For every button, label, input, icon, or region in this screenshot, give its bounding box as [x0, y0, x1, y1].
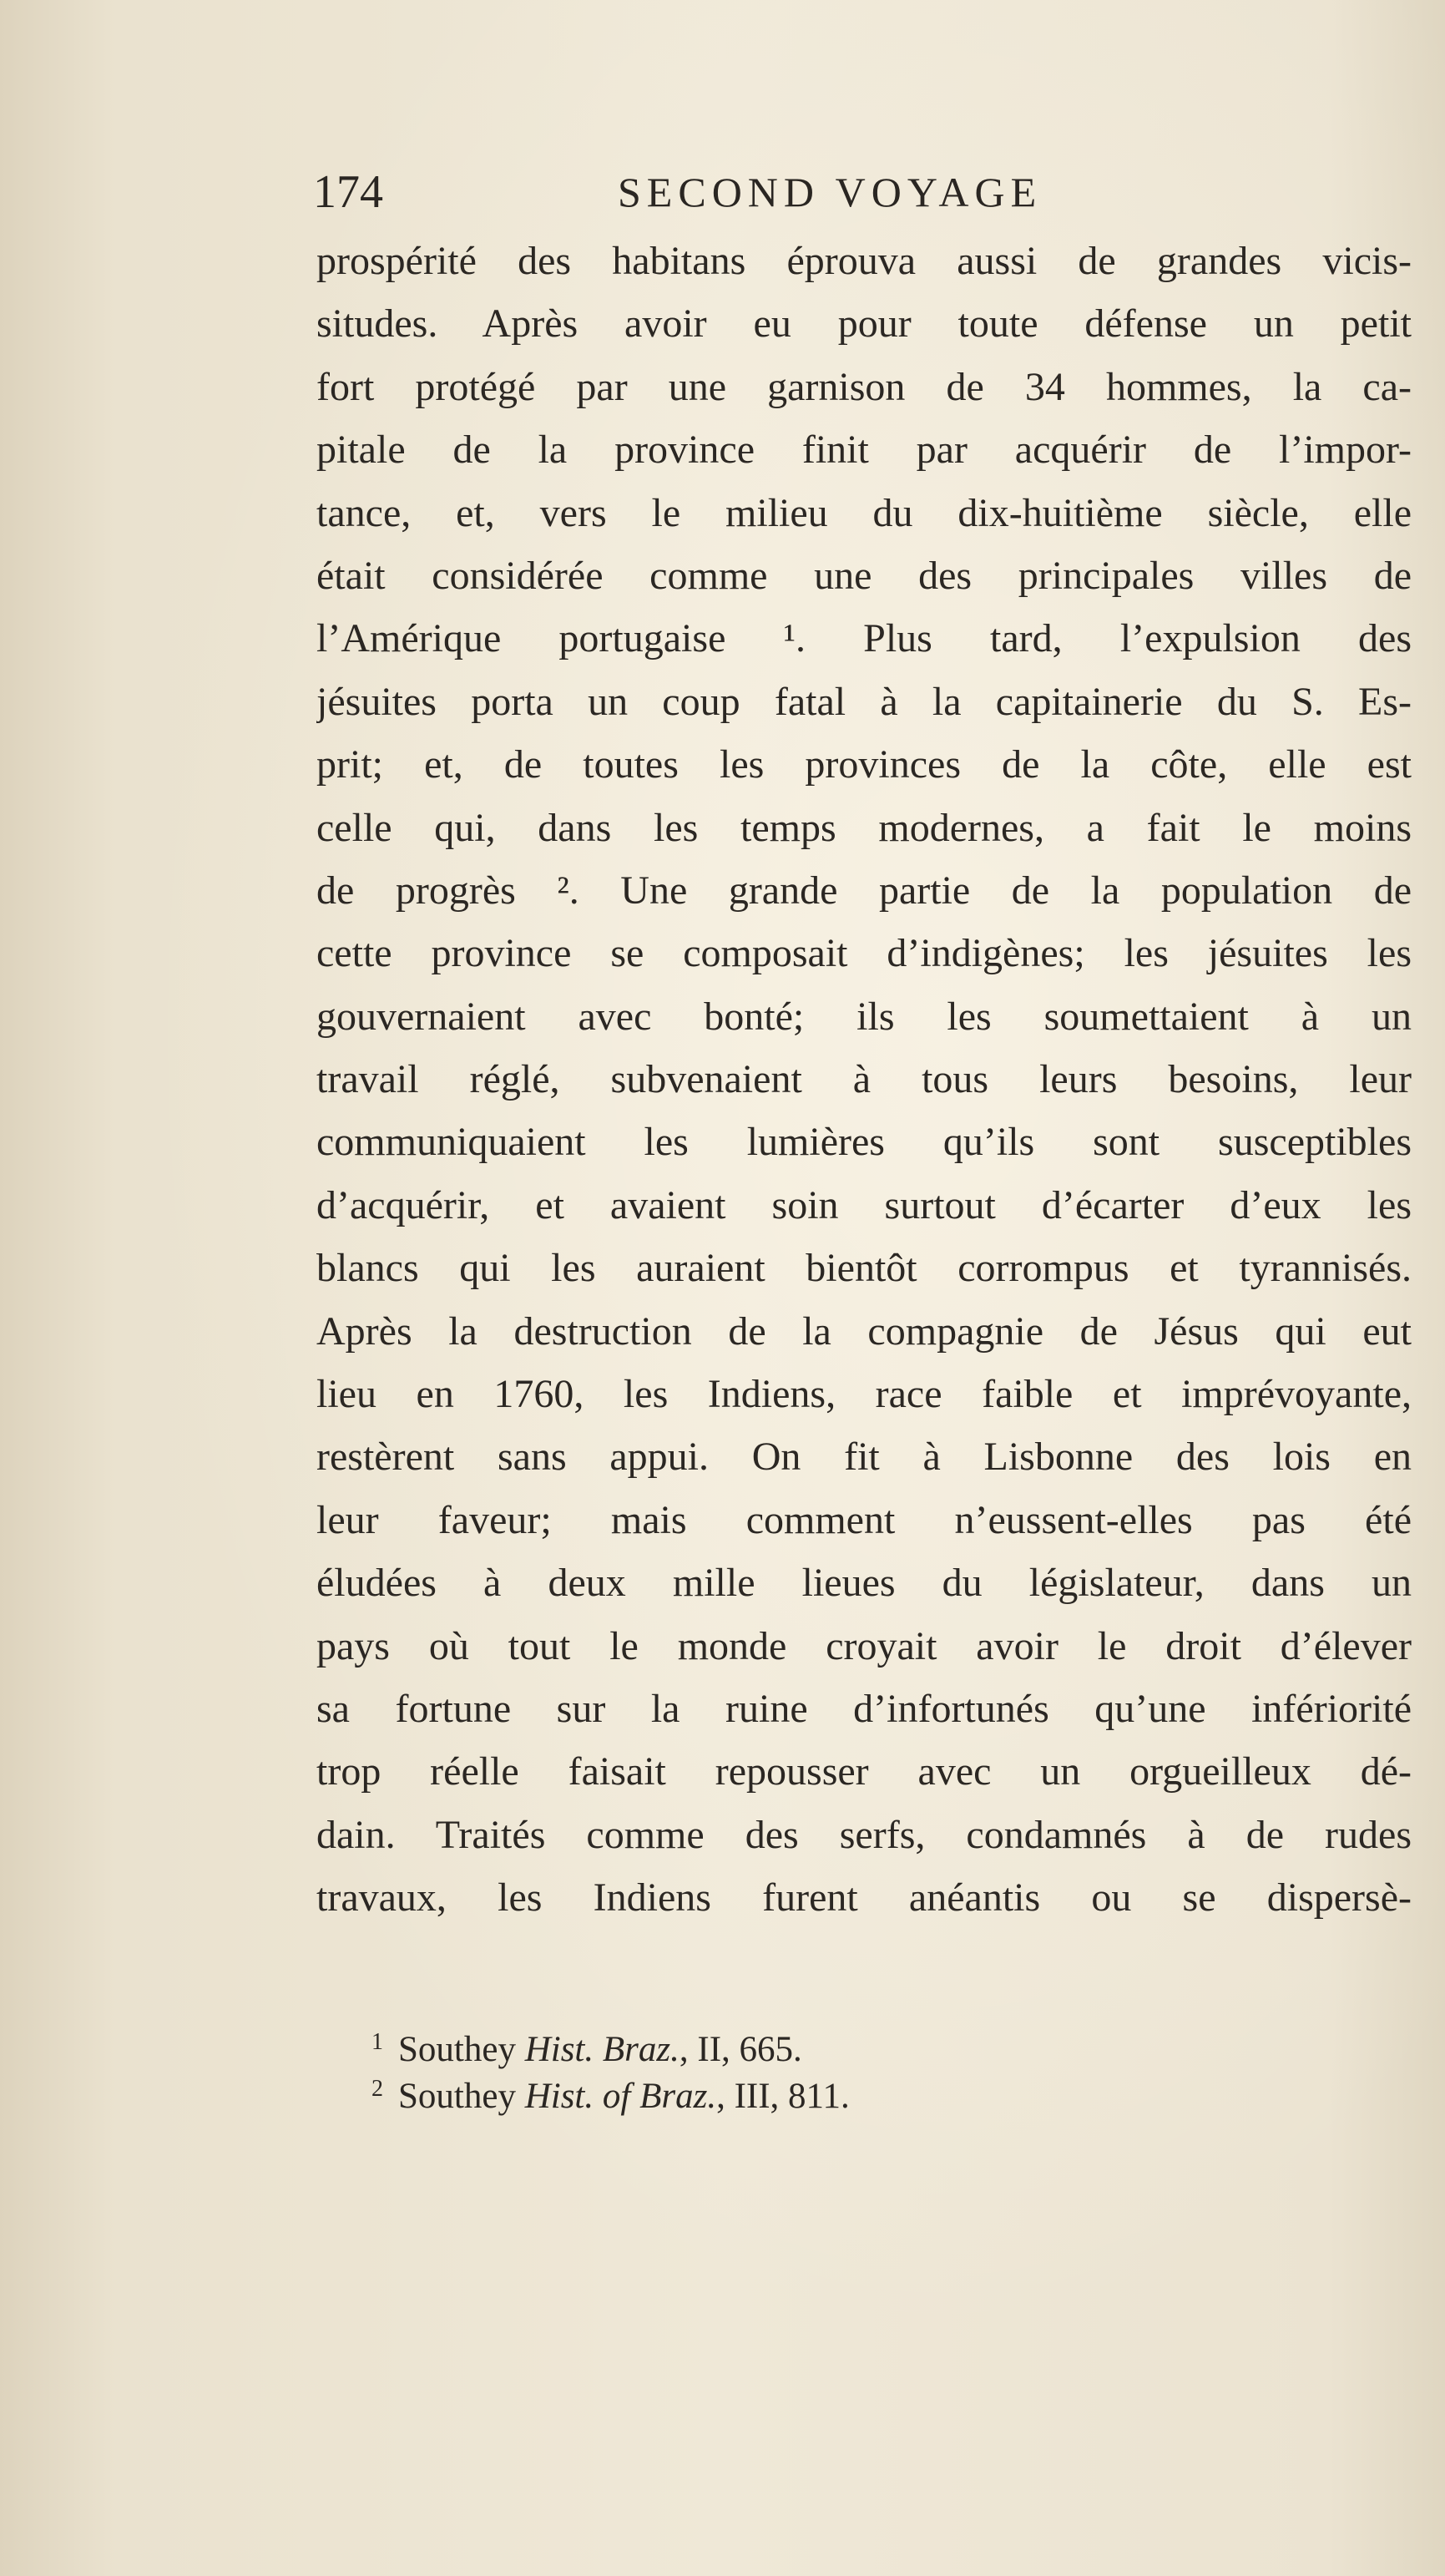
text-line: prospérité des habitans éprouva aussi de grandes vicis-: [316, 239, 1412, 283]
text-line: dain. Traités comme des serfs, condamnés à de rudes: [316, 1812, 1412, 1857]
text-line: fort protégé par une garnison de 34 hommes, la ca-: [316, 364, 1412, 409]
text-line: de progrès ². Une grande partie de la population de: [316, 868, 1412, 913]
footnote-work: Hist. of Braz.: [524, 2077, 717, 2116]
text-line: cette province se composait d’indigènes; les jésuites les: [316, 931, 1412, 976]
footnote-ref: , III, 811.: [716, 2077, 850, 2116]
footnote-mark: 2: [371, 2076, 383, 2102]
text-line: restèrent sans appui. On fit à Lisbonne des lois en: [316, 1435, 1412, 1480]
page-number: 174: [313, 166, 383, 218]
text-line: situdes. Après avoir eu pour toute défense un petit: [316, 301, 1412, 347]
footnote-mark: 1: [371, 2029, 383, 2055]
text-line: blancs qui les auraient bientôt corrompus et tyrannisés.: [316, 1246, 1412, 1291]
text-line: pays où tout le monde croyait avoir le droit d’élever: [316, 1623, 1412, 1668]
running-head: SECOND VOYAGE: [618, 169, 1043, 215]
text-line: lieu en 1760, les Indiens, race faible et imprévoyante,: [316, 1372, 1412, 1417]
text-line: pitale de la province finit par acquérir de l’impor-: [316, 428, 1412, 473]
text-line: Après la destruction de la compagnie de Jésus qui eut: [316, 1308, 1412, 1354]
footnote: [371, 2066, 1206, 2116]
footnotes: [371, 2019, 1206, 2116]
text-line: trop réelle faisait repousser avec un orgueilleux dé-: [316, 1749, 1412, 1794]
footnote-author: Southey: [398, 2077, 516, 2116]
page-header: [313, 163, 1148, 221]
body-text: [316, 230, 1412, 1930]
text-line: d’acquérir, et avaient soin surtout d’écarter d’eux les: [316, 1182, 1412, 1227]
text-line: travaux, les Indiens furent anéantis ou se dispersè-: [316, 1875, 1412, 1921]
text-line: celle qui, dans les temps modernes, a fait le moins: [316, 805, 1412, 850]
footnote-work: Hist. Braz.: [524, 2030, 680, 2069]
text-line: tance, et, vers le milieu du dix-huitième siècle, elle: [316, 490, 1412, 535]
text-line: prit; et, de toutes les provinces de la côte, elle est: [316, 742, 1412, 787]
text-line: leur faveur; mais comment n’eussent-elles pas été: [316, 1497, 1412, 1542]
text-line: était considérée comme une des principales villes de: [316, 553, 1412, 598]
footnote-author: Southey: [398, 2030, 516, 2069]
text-line: éludées à deux mille lieues du législateur, dans un: [316, 1561, 1412, 1606]
text-line: gouvernaient avec bonté; ils les soumettaient à un: [316, 994, 1412, 1039]
text-line: jésuites porta un coup fatal à la capitainerie du S. Es-: [316, 679, 1412, 724]
text-line: l’Amérique portugaise ¹. Plus tard, l’expulsion des: [316, 616, 1412, 661]
footnote: [371, 2019, 1206, 2069]
text-line: communiquaient les lumières qu’ils sont susceptibles: [316, 1120, 1412, 1165]
text-line: travail réglé, subvenaient à tous leurs besoins, leur: [316, 1057, 1412, 1102]
text-line: sa fortune sur la ruine d’infortunés qu’une infériorité: [316, 1686, 1412, 1731]
footnote-ref: , II, 665.: [679, 2030, 802, 2069]
